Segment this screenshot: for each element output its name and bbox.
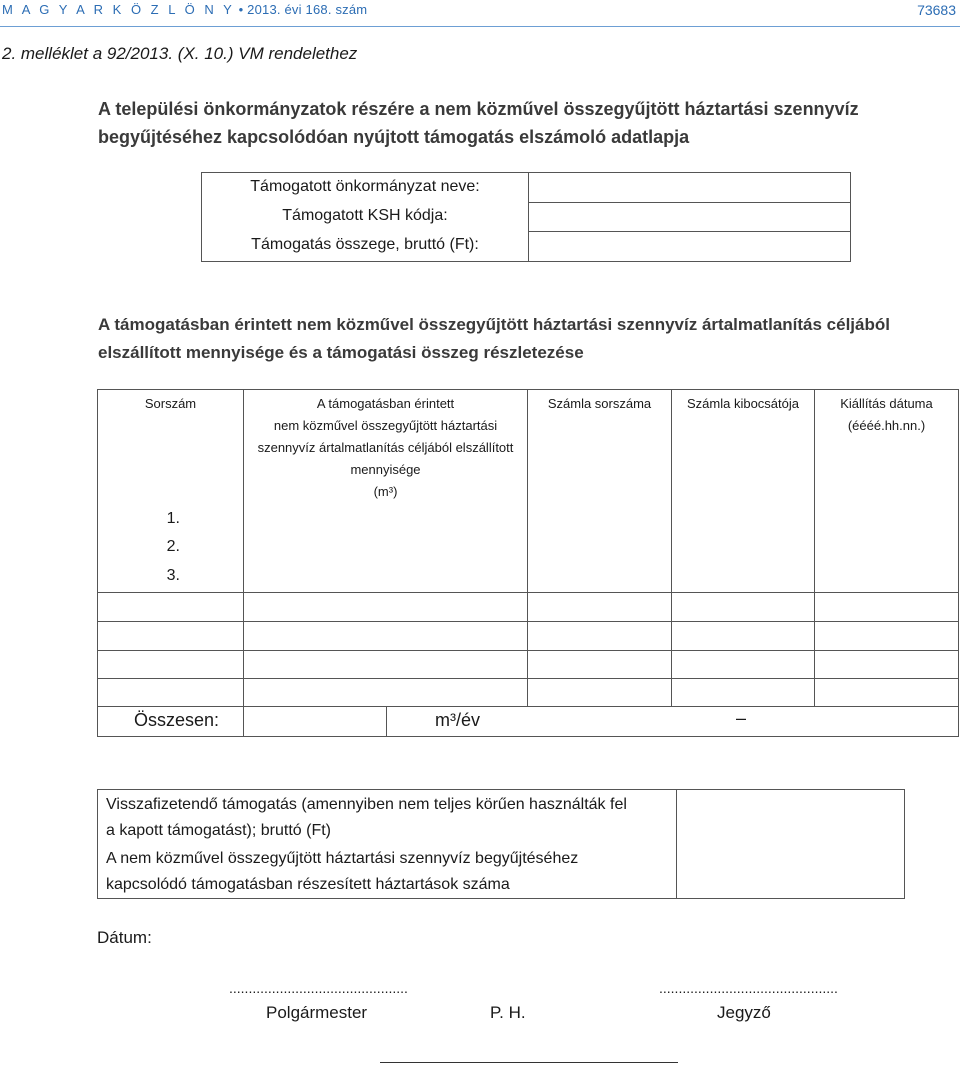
column-divider <box>527 390 528 706</box>
header-issue-date-line: Kiállítás dátuma <box>840 396 933 411</box>
header-quantity-line: A támogatásban érintett <box>316 396 455 411</box>
header-divider <box>0 26 960 27</box>
info-table <box>201 172 851 262</box>
form-title <box>98 95 898 151</box>
row-number: 3. <box>166 567 180 584</box>
page-number: 73683 <box>917 2 956 18</box>
form-title-line: begyűjtéséhez kapcsolódóan nyújtott támogatás elszámoló adatlapja <box>98 127 690 147</box>
header-quantity-line: szennyvíz ártalmatlanítás céljából elszállított <box>257 440 514 455</box>
total-unit: m³/év <box>435 710 480 730</box>
journal-issue: 2013. évi 168. szám <box>247 2 368 17</box>
row-divider <box>98 592 958 593</box>
notary-label: Jegyző <box>717 1003 771 1022</box>
info-column-divider <box>528 173 529 261</box>
header-issue-date <box>815 393 958 437</box>
row-number: 1. <box>166 510 180 527</box>
annex-title: 2. melléklet a 92/2013. (X. 10.) VM rendelethez <box>2 44 358 63</box>
footer-rule <box>380 1062 678 1063</box>
info-label-ksh-code: Támogatott KSH kódja: <box>282 207 448 224</box>
info-row-divider <box>528 202 850 203</box>
row-divider <box>98 650 958 651</box>
refund-amount-line: Visszafizetendő támogatás (amennyiben nem teljes körűen használták fel <box>106 796 627 813</box>
header-quantity <box>244 393 527 503</box>
quantity-table <box>97 389 959 737</box>
stamp-label: P. H. <box>490 1003 526 1022</box>
refund-amount-label <box>106 792 672 844</box>
section-title-line: A támogatásban érintett nem közművel összegyűjtött háztartási szennyvíz ártalmatlanítás céljából <box>98 315 890 334</box>
header-quantity-line: nem közművel összegyűjtött háztartási <box>273 418 498 433</box>
column-divider <box>671 390 672 706</box>
journal-header <box>2 2 367 17</box>
row-divider <box>98 621 958 622</box>
info-label-amount: Támogatás összege, bruttó (Ft): <box>251 236 479 253</box>
header-invoice-issuer: Számla kibocsátója <box>687 396 799 411</box>
row-divider <box>98 706 958 707</box>
info-row-divider <box>528 231 850 232</box>
form-title-line: A települési önkormányzatok részére a nem közművel összegyűjtött háztartási szennyvíz <box>98 99 859 119</box>
header-quantity-line: (m³) <box>373 484 398 499</box>
column-divider <box>386 706 387 736</box>
households-line: A nem közművel összegyűjtött háztartási szennyvíz begyűjtéséhez <box>106 850 579 867</box>
header-sorszam: Sorszám <box>144 396 197 411</box>
column-divider <box>814 390 815 706</box>
households-label <box>106 846 672 898</box>
info-label-municipality: Támogatott önkormányzat neve: <box>250 178 480 195</box>
header-quantity-line: mennyisége <box>350 462 421 477</box>
total-label: Összesen: <box>134 710 220 730</box>
refund-column-divider <box>676 790 677 898</box>
section-title <box>98 311 958 367</box>
households-line: kapcsolódó támogatásban részesített háztartások száma <box>106 876 510 893</box>
refund-amount-line: a kapott támogatást); bruttó (Ft) <box>106 822 331 839</box>
header-issue-date-line: (éééé.hh.nn.) <box>847 418 926 433</box>
total-dash: – <box>736 708 747 728</box>
date-label: Dátum: <box>97 928 152 947</box>
mayor-label: Polgármester <box>266 1003 368 1022</box>
journal-name: M A G Y A R K Ö Z L Ö N Y <box>2 2 235 17</box>
section-title-line: elszállított mennyisége és a támogatási összeg részletezése <box>98 343 584 362</box>
bullet-separator: • <box>238 2 244 17</box>
row-divider <box>98 678 958 679</box>
header-invoice-number: Számla sorszáma <box>547 396 652 411</box>
signature-line-mayor: .............................................. <box>229 980 408 996</box>
signature-line-notary: .............................................. <box>659 980 838 996</box>
row-number: 2. <box>166 538 180 555</box>
refund-table <box>97 789 905 899</box>
